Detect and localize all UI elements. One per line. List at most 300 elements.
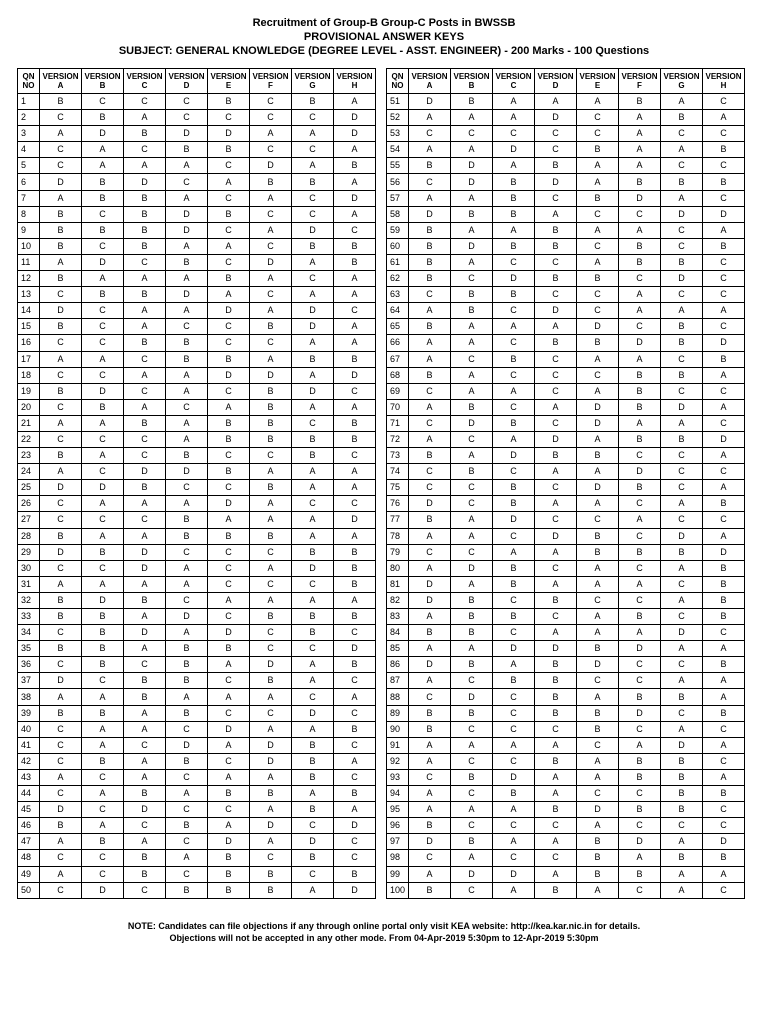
question-number: 87 (387, 673, 409, 689)
answer-cell: B (535, 689, 577, 705)
answer-cell: A (250, 721, 292, 737)
answer-cell: C (40, 142, 82, 158)
table-row (387, 882, 745, 898)
question-number: 57 (387, 190, 409, 206)
answer-cell: C (493, 335, 535, 351)
version-header-a (40, 69, 82, 94)
table-row (387, 303, 745, 319)
answer-cell: A (82, 448, 124, 464)
answer-cell: A (208, 737, 250, 753)
answer-cell: C (124, 818, 166, 834)
answer-cell: D (40, 802, 82, 818)
answer-cell: B (661, 786, 703, 802)
answer-cell: A (166, 367, 208, 383)
answer-cell: A (577, 351, 619, 367)
answer-cell: B (493, 206, 535, 222)
table-row (18, 560, 376, 576)
answer-cell: B (166, 254, 208, 270)
question-number: 94 (387, 786, 409, 802)
answer-cell: A (166, 625, 208, 641)
table-row (387, 94, 745, 110)
answer-cell: C (451, 544, 493, 560)
question-number: 45 (18, 802, 40, 818)
answer-cell: A (292, 254, 334, 270)
answer-cell: A (451, 802, 493, 818)
answer-cell: B (82, 222, 124, 238)
question-number: 51 (387, 94, 409, 110)
answer-cell: B (208, 786, 250, 802)
answer-cell: B (577, 721, 619, 737)
qn-header-line: QN (22, 72, 35, 81)
answer-cell: A (409, 335, 451, 351)
answer-cell: C (250, 850, 292, 866)
question-number: 83 (387, 609, 409, 625)
answer-cell: C (208, 560, 250, 576)
answer-cell: B (535, 753, 577, 769)
question-number: 66 (387, 335, 409, 351)
answer-cell: C (451, 126, 493, 142)
answer-cell: B (409, 882, 451, 898)
question-number: 85 (387, 641, 409, 657)
answer-cell: C (493, 818, 535, 834)
table-row (387, 705, 745, 721)
answer-cell: D (493, 271, 535, 287)
answer-cell: D (409, 206, 451, 222)
answer-cell: B (535, 673, 577, 689)
answer-cell: B (661, 367, 703, 383)
answer-cell: B (493, 496, 535, 512)
question-number: 42 (18, 753, 40, 769)
answer-cell: C (619, 673, 661, 689)
answer-cell: C (535, 480, 577, 496)
answer-cell: C (703, 802, 745, 818)
answer-cell: B (208, 94, 250, 110)
table-row (18, 673, 376, 689)
answer-cell: A (451, 528, 493, 544)
answer-cell: B (40, 641, 82, 657)
table-row (18, 609, 376, 625)
answer-cell: C (661, 609, 703, 625)
answer-cell: C (40, 367, 82, 383)
table-row (387, 850, 745, 866)
answer-cell: C (451, 271, 493, 287)
answer-cell: C (250, 335, 292, 351)
answer-cell: C (619, 721, 661, 737)
answer-cell: C (250, 110, 292, 126)
header-title: Recruitment of Group-B Group-C Posts in BWSSB (252, 17, 516, 29)
answer-cell: B (334, 721, 376, 737)
answer-cell: C (703, 512, 745, 528)
answer-cell: B (250, 866, 292, 882)
answer-cell: D (334, 190, 376, 206)
answer-cell: A (451, 335, 493, 351)
answer-cell: B (250, 480, 292, 496)
answer-cell: D (577, 480, 619, 496)
answer-cell: C (82, 335, 124, 351)
answer-cell: B (661, 850, 703, 866)
version-label: VERSION (84, 72, 121, 81)
table-row (18, 705, 376, 721)
answer-cell: A (619, 158, 661, 174)
answer-cell: A (451, 190, 493, 206)
answer-cell: C (535, 126, 577, 142)
answer-cell: A (493, 319, 535, 335)
table-row (18, 737, 376, 753)
answer-cell: C (703, 882, 745, 898)
answer-cell: D (409, 834, 451, 850)
version-letter: B (468, 81, 475, 90)
answer-cell: B (409, 222, 451, 238)
answer-cell: B (250, 319, 292, 335)
answer-cell: A (292, 721, 334, 737)
answer-cell: A (493, 544, 535, 560)
answer-cell: A (577, 576, 619, 592)
answer-cell: D (82, 126, 124, 142)
answer-cell: B (577, 544, 619, 560)
question-number: 26 (18, 496, 40, 512)
answer-cell: D (409, 576, 451, 592)
answer-cell: A (166, 303, 208, 319)
table-row (387, 126, 745, 142)
answer-cell: B (292, 769, 334, 785)
answer-cell: B (82, 110, 124, 126)
answer-cell: C (703, 94, 745, 110)
answer-cell: C (535, 721, 577, 737)
answer-cell: C (334, 737, 376, 753)
answer-cell: A (493, 383, 535, 399)
answer-cell: D (334, 882, 376, 898)
answer-cell: B (493, 287, 535, 303)
answer-cell: C (493, 705, 535, 721)
answer-cell: D (577, 415, 619, 431)
answer-cell: A (577, 431, 619, 447)
answer-cell: A (334, 753, 376, 769)
version-letter: F (268, 81, 273, 90)
answer-cell: A (619, 850, 661, 866)
answer-cell: A (619, 512, 661, 528)
answer-cell: A (250, 560, 292, 576)
table-row (18, 866, 376, 882)
answer-cell: C (334, 448, 376, 464)
answer-cell: B (451, 705, 493, 721)
answer-cell: A (334, 287, 376, 303)
answer-cell: D (40, 174, 82, 190)
answer-cell: B (703, 496, 745, 512)
answer-cell: C (619, 818, 661, 834)
question-number: 64 (387, 303, 409, 319)
question-number: 23 (18, 448, 40, 464)
answer-cell: B (409, 512, 451, 528)
answer-cell: A (292, 657, 334, 673)
answer-cell: A (535, 576, 577, 592)
question-number: 18 (18, 367, 40, 383)
table-row (387, 351, 745, 367)
answer-cell: C (208, 480, 250, 496)
answer-cell: C (250, 641, 292, 657)
answer-cell: A (82, 496, 124, 512)
answer-cell: B (40, 94, 82, 110)
answer-cell: A (292, 512, 334, 528)
answer-cell: A (577, 496, 619, 512)
version-letter: E (594, 81, 601, 90)
answer-cell: A (451, 641, 493, 657)
answer-cell: A (334, 689, 376, 705)
answer-cell: B (703, 238, 745, 254)
answer-cell: C (166, 480, 208, 496)
answer-cell: B (619, 609, 661, 625)
answer-cell: A (619, 142, 661, 158)
answer-cell: A (409, 753, 451, 769)
answer-cell: D (250, 737, 292, 753)
answer-cell: A (535, 496, 577, 512)
answer-cell: B (493, 480, 535, 496)
answer-cell: B (40, 383, 82, 399)
answer-cell: C (451, 818, 493, 834)
answer-cell: B (577, 641, 619, 657)
answer-cell: A (124, 319, 166, 335)
table-row (387, 560, 745, 576)
answer-cell: C (208, 110, 250, 126)
version-label: VERSION (210, 72, 247, 81)
answer-cell: C (166, 834, 208, 850)
answer-cell: B (208, 528, 250, 544)
answer-cell: A (703, 303, 745, 319)
answer-cell: A (409, 737, 451, 753)
answer-cell: C (250, 625, 292, 641)
answer-cell: A (124, 705, 166, 721)
answer-cell: B (208, 206, 250, 222)
answer-cell: C (577, 126, 619, 142)
answer-cell: A (493, 110, 535, 126)
answer-cell: B (166, 512, 208, 528)
answer-cell: A (292, 399, 334, 415)
question-number: 40 (18, 721, 40, 737)
answer-cell: B (619, 544, 661, 560)
answer-cell: A (493, 158, 535, 174)
answer-cell: C (40, 753, 82, 769)
answer-cell: B (619, 802, 661, 818)
answer-cell: B (451, 399, 493, 415)
answer-cell: A (535, 834, 577, 850)
answer-cell: C (208, 190, 250, 206)
answer-cell: A (250, 592, 292, 608)
answer-cell: C (703, 383, 745, 399)
answer-cell: B (409, 271, 451, 287)
answer-cell: C (451, 496, 493, 512)
table-row (387, 609, 745, 625)
answer-cell: C (208, 448, 250, 464)
answer-cell: A (166, 415, 208, 431)
answer-cell: C (124, 254, 166, 270)
answer-cell: B (166, 882, 208, 898)
answer-cell: A (166, 271, 208, 287)
answer-cell: C (124, 351, 166, 367)
answer-cell: D (40, 480, 82, 496)
answer-cell: B (334, 238, 376, 254)
answer-cell: C (619, 528, 661, 544)
answer-cell: A (409, 673, 451, 689)
question-number: 86 (387, 657, 409, 673)
table-row (387, 625, 745, 641)
question-number: 28 (18, 528, 40, 544)
answer-cell: A (661, 496, 703, 512)
answer-cell: B (334, 431, 376, 447)
answer-cell: B (703, 351, 745, 367)
answer-cell: B (619, 399, 661, 415)
answer-cell: A (535, 399, 577, 415)
table-row (18, 818, 376, 834)
table-header-row (387, 69, 745, 94)
answer-cell: C (619, 271, 661, 287)
question-number: 25 (18, 480, 40, 496)
answer-cell: B (124, 866, 166, 882)
answer-cell: D (208, 367, 250, 383)
answer-cell: A (703, 673, 745, 689)
answer-cell: B (292, 351, 334, 367)
answer-cell: B (124, 222, 166, 238)
answer-cell: C (208, 383, 250, 399)
answer-cell: C (703, 625, 745, 641)
answer-cell: C (409, 415, 451, 431)
answer-cell: B (619, 238, 661, 254)
answer-cell: B (451, 592, 493, 608)
question-number: 60 (387, 238, 409, 254)
answer-cell: C (166, 319, 208, 335)
answer-cell: C (40, 786, 82, 802)
answer-cell: C (166, 94, 208, 110)
answer-cell: C (535, 367, 577, 383)
answer-cell: C (661, 464, 703, 480)
answer-cell: A (124, 834, 166, 850)
answer-cell: C (619, 592, 661, 608)
answer-cell: B (82, 705, 124, 721)
answer-cell: C (292, 689, 334, 705)
answer-cell: A (703, 769, 745, 785)
answer-cell: C (208, 158, 250, 174)
table-row (18, 850, 376, 866)
answer-cell: B (208, 142, 250, 158)
question-number: 80 (387, 560, 409, 576)
table-row (387, 399, 745, 415)
answer-cell: C (451, 786, 493, 802)
answer-cell: C (577, 737, 619, 753)
answer-cell: B (577, 271, 619, 287)
answer-cell: A (577, 222, 619, 238)
answer-cell: D (334, 367, 376, 383)
question-number: 38 (18, 689, 40, 705)
version-header-d (166, 69, 208, 94)
answer-cell: B (409, 238, 451, 254)
version-label: VERSION (621, 72, 658, 81)
answer-cell: B (661, 254, 703, 270)
answer-cell: B (409, 254, 451, 270)
answer-cell: A (703, 448, 745, 464)
answer-cell: B (250, 882, 292, 898)
answer-cell: C (703, 254, 745, 270)
answer-cell: A (208, 399, 250, 415)
answer-cell: B (82, 834, 124, 850)
answer-cell: C (577, 206, 619, 222)
answer-cell: C (208, 673, 250, 689)
answer-cell: A (40, 464, 82, 480)
answer-cell: A (451, 319, 493, 335)
answer-cell: B (82, 609, 124, 625)
answer-cell: C (40, 625, 82, 641)
answer-cell: C (451, 351, 493, 367)
answer-cell: D (208, 721, 250, 737)
table-row (18, 351, 376, 367)
answer-cell: C (661, 657, 703, 673)
answer-cell: D (334, 818, 376, 834)
answer-cell: C (661, 448, 703, 464)
table-row (18, 335, 376, 351)
answer-cell: C (493, 528, 535, 544)
answer-cell: C (334, 625, 376, 641)
answer-cell: A (124, 303, 166, 319)
answer-cell: B (292, 625, 334, 641)
answer-cell: A (661, 882, 703, 898)
document-header (0, 16, 768, 58)
answer-cell: B (166, 142, 208, 158)
answer-cell: C (409, 174, 451, 190)
answer-cell: D (703, 834, 745, 850)
table-row (18, 641, 376, 657)
answer-cell: C (124, 737, 166, 753)
answer-cell: A (166, 850, 208, 866)
no-header-line: NO (391, 81, 404, 90)
answer-cell: C (409, 480, 451, 496)
answer-cell: A (703, 399, 745, 415)
table-row (18, 657, 376, 673)
table-row (18, 528, 376, 544)
answer-cell: C (661, 705, 703, 721)
table-row (18, 367, 376, 383)
answer-cell: A (124, 399, 166, 415)
answer-cell: B (124, 689, 166, 705)
table-row (18, 576, 376, 592)
answer-cell: B (40, 705, 82, 721)
answer-cell: C (661, 383, 703, 399)
table-row (387, 528, 745, 544)
answer-cell: A (493, 737, 535, 753)
answer-cell: A (208, 238, 250, 254)
answer-cell: D (661, 206, 703, 222)
answer-cell: A (703, 480, 745, 496)
answer-cell: D (250, 657, 292, 673)
answer-cell: D (577, 399, 619, 415)
question-number: 47 (18, 834, 40, 850)
answer-cell: B (493, 786, 535, 802)
table-row (18, 802, 376, 818)
version-header-a (409, 69, 451, 94)
version-label: VERSION (453, 72, 490, 81)
answer-cell: B (250, 383, 292, 399)
answer-cell: D (493, 769, 535, 785)
question-number: 34 (18, 625, 40, 641)
answer-cell: C (334, 303, 376, 319)
answer-cell: B (40, 609, 82, 625)
answer-cell: C (292, 206, 334, 222)
answer-cell: C (661, 287, 703, 303)
answer-cell: A (292, 673, 334, 689)
answer-cell: A (577, 769, 619, 785)
answer-cell: A (334, 142, 376, 158)
answer-cell: C (40, 431, 82, 447)
answer-cell: B (703, 174, 745, 190)
answer-cell: B (40, 222, 82, 238)
question-number: 82 (387, 592, 409, 608)
answer-cell: B (250, 399, 292, 415)
